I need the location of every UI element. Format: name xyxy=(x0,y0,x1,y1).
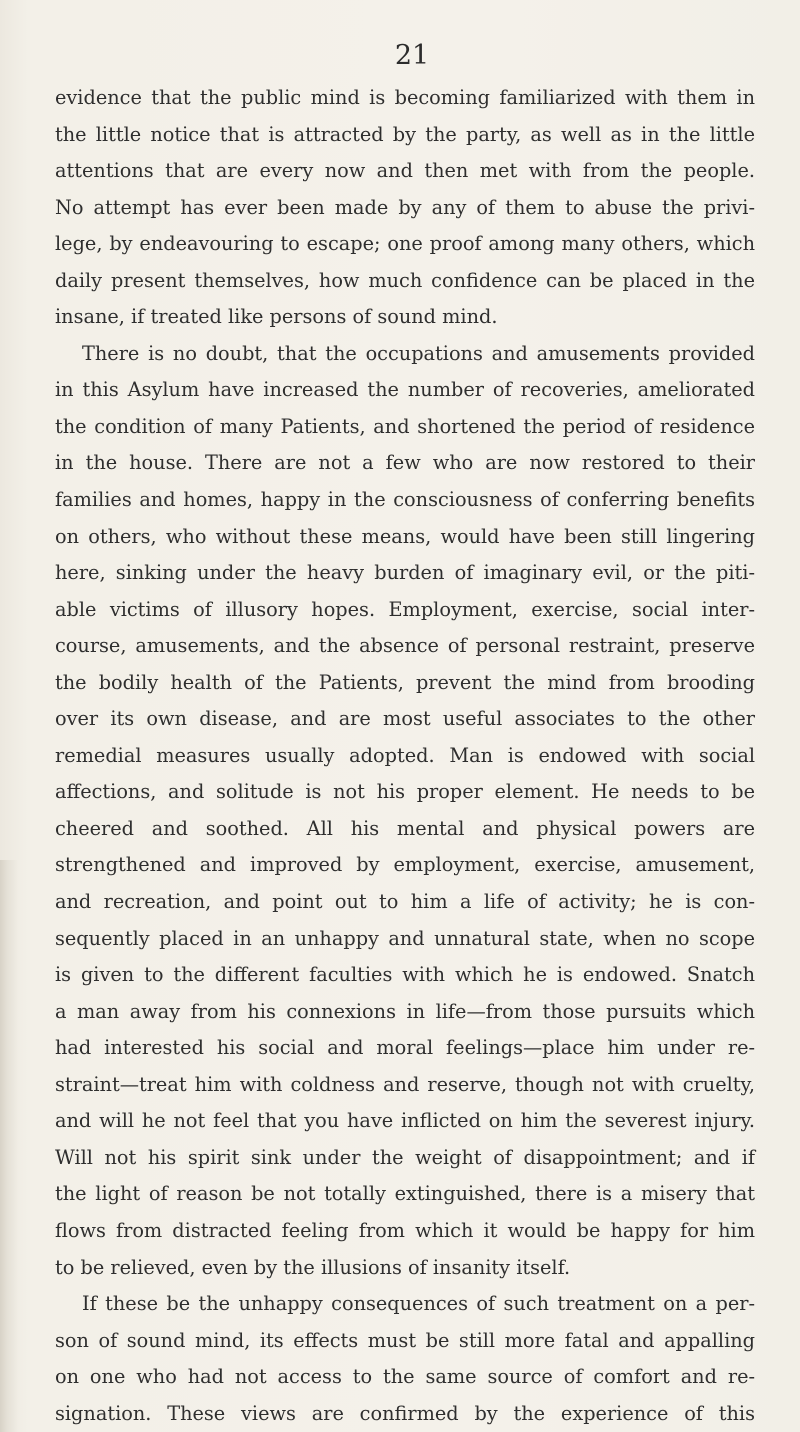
text-line: insane, if treated like persons of sound mind. xyxy=(55,305,498,329)
text-line: is given to the different faculties with which he is endowed. Snatch xyxy=(55,963,755,987)
text-line: There is no doubt, that the occupations and amusements provided xyxy=(82,341,755,365)
text-line: daily present themselves, how much confidence can be placed in the xyxy=(55,268,755,292)
text-line: affections, and solitude is not his proper element. He needs to be xyxy=(55,780,755,804)
text-line: lege, by endeavouring to escape; one proof among many others, which xyxy=(55,232,755,256)
text-line: No attempt has ever been made by any of them to abuse the privi- xyxy=(55,195,755,219)
text-line: signation. These views are confirmed by the experience of this xyxy=(55,1401,755,1425)
text-line: sequently placed in an unhappy and unnatural state, when no scope xyxy=(55,926,755,950)
text-line: on one who had not access to the same source of comfort and re- xyxy=(55,1365,755,1389)
text-line: strengthened and improved by employment, exercise, amusement, xyxy=(55,853,755,877)
text-line: a man away from his connexions in life—from those pursuits which xyxy=(55,999,755,1023)
text-line: cheered and soothed. All his mental and physical powers are xyxy=(55,816,755,840)
text-line: had interested his social and moral feelings—place him under re- xyxy=(55,1036,755,1060)
text-line: the little notice that is attracted by the party, as well as in the little xyxy=(55,122,755,146)
text-line: able victims of illusory hopes. Employment, exercise, social inter- xyxy=(55,597,755,621)
text-line: and will he not feel that you have inflicted on him the severest injury. xyxy=(55,1109,755,1133)
text-line: remedial measures usually adopted. Man is endowed with social xyxy=(55,743,755,767)
text-line: If these be the unhappy consequences of such treatment on a per- xyxy=(82,1292,755,1316)
text-line: son of sound mind, its effects must be still more fatal and appalling xyxy=(55,1328,755,1352)
text-line: the condition of many Patients, and shortened the period of residence xyxy=(55,414,755,438)
text-line: families and homes, happy in the consciousness of conferring benefits xyxy=(55,488,755,512)
text-line: flows from distracted feeling from which it would be happy for him xyxy=(55,1218,755,1242)
text-line: Will not his spirit sink under the weight of disappointment; and if xyxy=(55,1145,755,1169)
text-line: in this Asylum have increased the number of recoveries, ameliorated xyxy=(55,378,755,402)
text-line: here, sinking under the heavy burden of imaginary evil, or the piti- xyxy=(55,561,755,585)
text-line: over its own disease, and are most useful associates to the other xyxy=(55,707,755,731)
text-line: the light of reason be not totally extinguished, there is a misery that xyxy=(55,1182,755,1206)
text-line: the bodily health of the Patients, prevent the mind from brooding xyxy=(55,670,755,694)
page-number: 21 xyxy=(394,40,430,71)
text-line: and recreation, and point out to him a life of activity; he is con- xyxy=(55,890,755,914)
text-line: in the house. There are not a few who are now restored to their xyxy=(55,451,755,475)
text-line: evidence that the public mind is becoming familiarized with them in xyxy=(55,86,755,109)
body-text xyxy=(55,80,755,1432)
text-line: attentions that are every now and then met with from the people. xyxy=(55,159,755,183)
text-line: to be relieved, even by the illusions of insanity itself. xyxy=(55,1255,571,1279)
text-line: course, amusements, and the absence of personal restraint, preserve xyxy=(55,634,755,658)
binding-shadow xyxy=(0,860,18,1432)
text-line: on others, who without these means, would have been still lingering xyxy=(55,524,755,548)
text-line: straint—treat him with coldness and reserve, though not with cruelty, xyxy=(55,1072,755,1096)
